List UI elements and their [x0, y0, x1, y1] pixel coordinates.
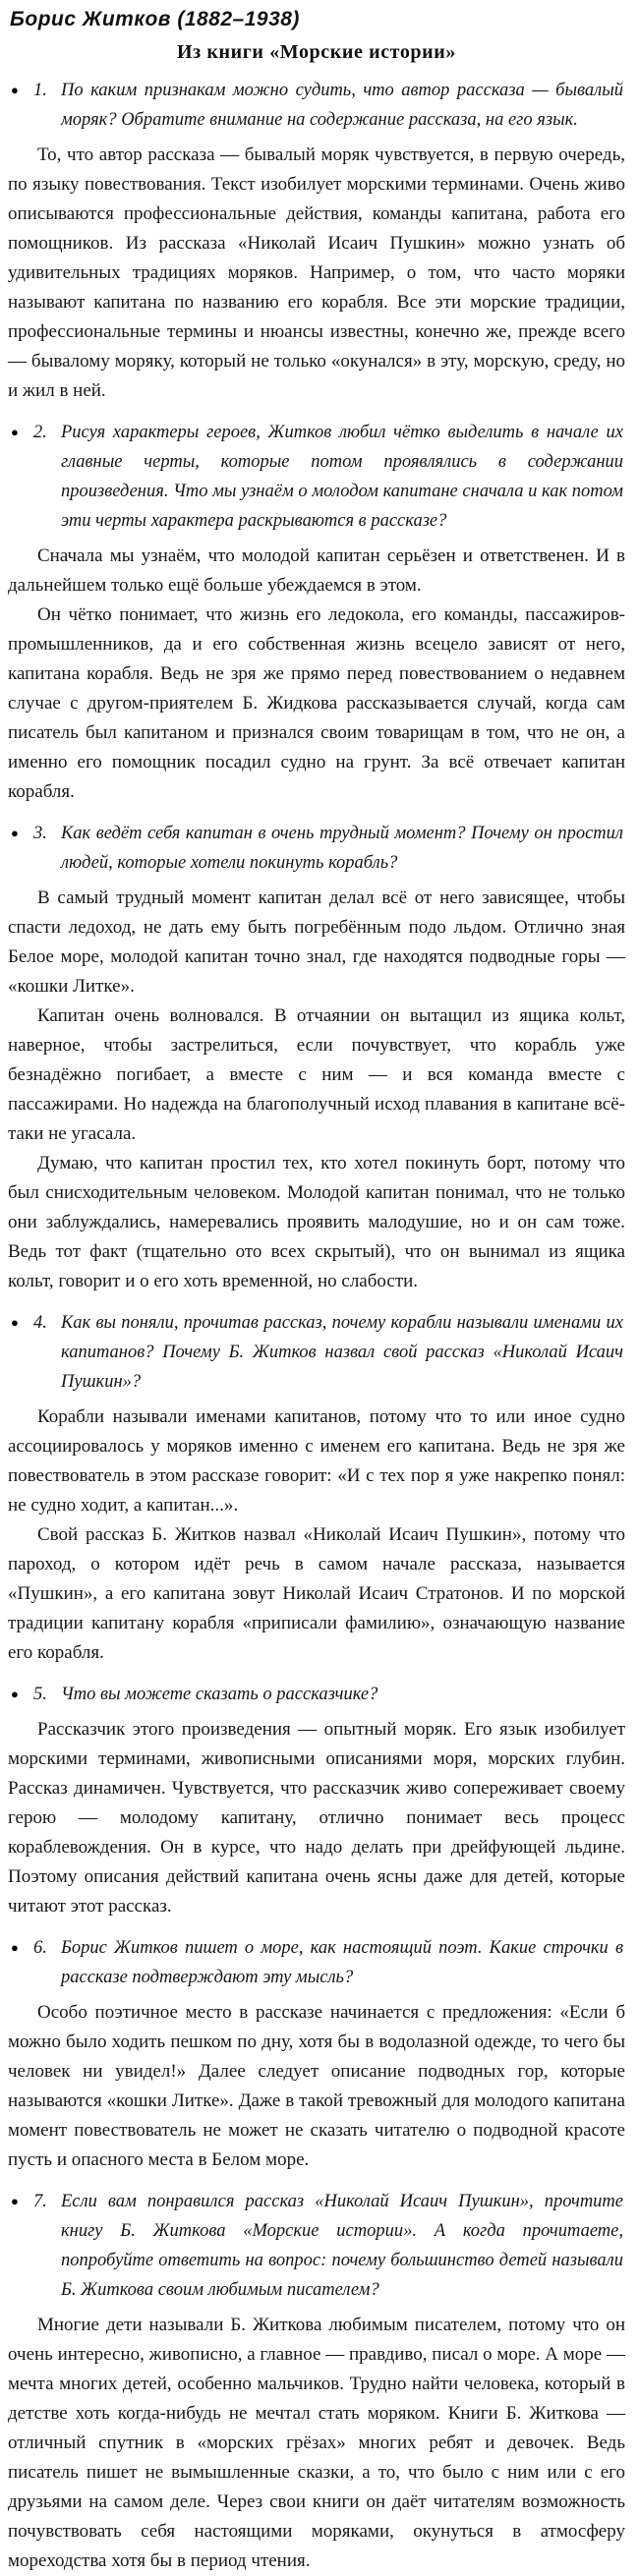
bullet-icon: ● [11, 425, 19, 439]
question-number: 6. [33, 1938, 47, 1958]
answer-paragraph: Особо поэтичное место в рассказе начинается с предложения: «Если б можно было ходить пешком по дну, хотя бы в водолазной одежде, то чего бы человек ни увидел!» Далее следует описание подводных гор, которые называются «кошки Литке». Даже в такой тревожный для молодого капитана момент повествователь не может не сказать читателю о подводной красоте пусть и опасного места в Белом море. [8, 2002, 625, 2170]
answer-paragraph: То, что автор рассказа — бывалый моряк чувствуется, в первую очередь, по языку повествования. Текст изобилует морскими терминами. Очень живо описываются профессиональные действия, команды капитана, работа его помощников. Из рассказа «Николай Исаич Пушкин» можно узнать об удивительных традициях моряков. Например, о том, что часто моряки называют капитана по названию его корабля. Все эти морские традиции, профессиональные термины и нюансы известны, конечно же, прежде всего — бывалому моряку, который не только «окунался» в эту, морскую, среду, но и жил в ней. [8, 144, 625, 401]
qa-section-7 [8, 2187, 625, 2576]
qa-section-3 [8, 819, 625, 1296]
question-7 [8, 2187, 625, 2305]
question-text: Если вам понравился рассказ «Николай Исаич Пушкин», прочтите книгу Б. Житкова «Морские истории». А когда прочитаете, попробуйте ответить на вопрос: почему большинство детей называли Б. Житкова своим любимым писателем? [61, 2192, 623, 2300]
answer-paragraph: Сначала мы узнаём, что молодой капитан серьёзен и ответственен. И в дальнейшем только ещё больше убеждаемся в этом. [8, 545, 625, 596]
question-text: Что вы можете сказать о рассказчике? [61, 1685, 378, 1704]
answer-paragraph: Он чётко понимает, что жизнь его ледокола, его команды, пассажиров-промышленников, да и его собственная жизнь всецело зависят от него, капитана корабля. Ведь не зря же прямо перед повествованием о недавнем случае с другом-приятелем Б. Жидкова рассказывается случай, когда сам писатель был капитаном и признался своим товарищам в том, что не он, а именно его помощник посадил судно на грунт. За всё отвечает капитан корабля. [8, 604, 625, 802]
book-page [8, 8, 625, 2576]
question-1 [8, 76, 625, 135]
qa-section-2 [8, 418, 625, 807]
question-text: По каким признакам можно судить, что автор рассказа — бывалый моряк? Обратите внимание на содержание рассказа, на его язык. [61, 81, 623, 130]
answer-paragraph: Думаю, что капитан простил тех, кто хотел покинуть борт, потому что был снисходительным человеком. Молодой капитан понимал, что не только они заблуждались, намеревались проявить малодушие, но и он сам тоже. Ведь тот факт (тщательно ото всех скрытый), что он вынимал из ящика кольт, говорит и о его хоть временной, но слабости. [8, 1153, 625, 1291]
question-text: Как ведёт себя капитан в очень трудный момент? Почему он простил людей, которые хотели покинуть корабль? [61, 824, 623, 873]
answer-paragraph: В самый трудный момент капитан делал всё от него зависящее, чтобы спасти ледоход, не дать ему быть погребённым подо льдом. Отлично зная Белое море, молодой капитан точно знал, где находятся подводные горы — «кошки Литке». [8, 887, 625, 997]
question-text: Борис Житков пишет о море, как настоящий поэт. Какие строчки в рассказе подтверждают эту мысль? [61, 1938, 623, 1987]
bullet-icon: ● [11, 1315, 19, 1330]
qa-section-6 [8, 1933, 625, 2175]
question-number: 7. [33, 2192, 47, 2211]
bullet-icon: ● [11, 1687, 19, 1701]
qa-section-5 [8, 1680, 625, 1921]
question-2 [8, 418, 625, 536]
answer-paragraph: Капитан очень волновался. В отчаянии он вытащил из ящика кольт, наверное, чтобы застрелиться, если почувствует, что корабль уже безнадёжно погибает, а вместе с ним — и вся команда вместе с пассажирами. Но надежда на благополучный исход плавания в капитане всё-таки не угасала. [8, 1005, 625, 1144]
qa-section-1 [8, 76, 625, 406]
bullet-icon: ● [11, 1940, 19, 1955]
bullet-icon: ● [11, 83, 19, 97]
question-4 [8, 1308, 625, 1397]
answer-paragraph: Рассказчик этого произведения — опытный моряк. Его язык изобилует морскими терминами, живописными описаниями моря, морских глубин. Рассказ динамичен. Чувствуется, что рассказчик живо сопереживает своему герою — молодому капитану, отлично понимает весь процесс кораблевождения. Он в курсе, что надо делать при дрейфующей льдине. Поэтому описания действий капитана очень ясны даже для детей, которые читают этот рассказ. [8, 1719, 625, 1917]
bullet-icon: ● [11, 826, 19, 840]
question-number: 3. [33, 824, 47, 843]
question-text: Как вы поняли, прочитав рассказ, почему корабли называли именами их капитанов? Почему Б. Житков назвал свой рассказ «Николай Исаич Пушкин»? [61, 1313, 623, 1392]
answer-paragraph: Свой рассказ Б. Житков назвал «Николай Исаич Пушкин», потому что пароход, о котором идёт речь в самом начале рассказа, называется «Пушкин», а его капитана зовут Николай Исаич Стратонов. И по морской традиции капитану корабля «приписали фамилию», означающую название его корабля. [8, 1524, 625, 1663]
answer-paragraph: Многие дети называли Б. Житкова любимым писателем, потому что он очень интересно, живописно, а главное — правдиво, писал о море. А море — мечта многих детей, особенно мальчиков. Трудно найти человека, который в детстве хоть когда-нибудь не мечтал стать моряком. Книги Б. Житкова — отличный спутник в «морских грёзах» многих ребят и девочек. Ведь писатель пишет не вымышленные сказки, а то, что было с ним или с его друзьями на самом деле. Через свои книги он даёт читателям возможность почувствовать себя настоящими моряками, окунуться в атмосферу мореходства хотя бы в период чтения. [8, 2315, 625, 2571]
question-number: 5. [33, 1685, 47, 1704]
question-6 [8, 1933, 625, 1992]
question-text: Рисуя характеры героев, Житков любил чётко выделить в начале их главные черты, которые потом проявлялись в содержании произведения. Что мы узнаём о молодом капитане сначала и как потом эти черты характера раскрываются в рассказе? [61, 423, 623, 531]
question-number: 4. [33, 1313, 47, 1333]
question-5 [8, 1680, 625, 1709]
author-heading: Борис Житков (1882–1938) [10, 8, 300, 30]
question-number: 2. [33, 423, 47, 442]
answer-paragraph: Корабли называли именами капитанов, потому что то или иное судно ассоциировалось у моряков именно с именем его капитана. Ведь не зря же повествователь в этом рассказе говорит: «И с тех пор я уже накрепко понял: не судно ходит, а капитан...». [8, 1406, 625, 1516]
bullet-icon: ● [11, 2194, 19, 2208]
question-3 [8, 819, 625, 878]
question-number: 1. [33, 81, 47, 100]
qa-section-4 [8, 1308, 625, 1668]
page-title: Из книги «Морские истории» [176, 41, 457, 63]
